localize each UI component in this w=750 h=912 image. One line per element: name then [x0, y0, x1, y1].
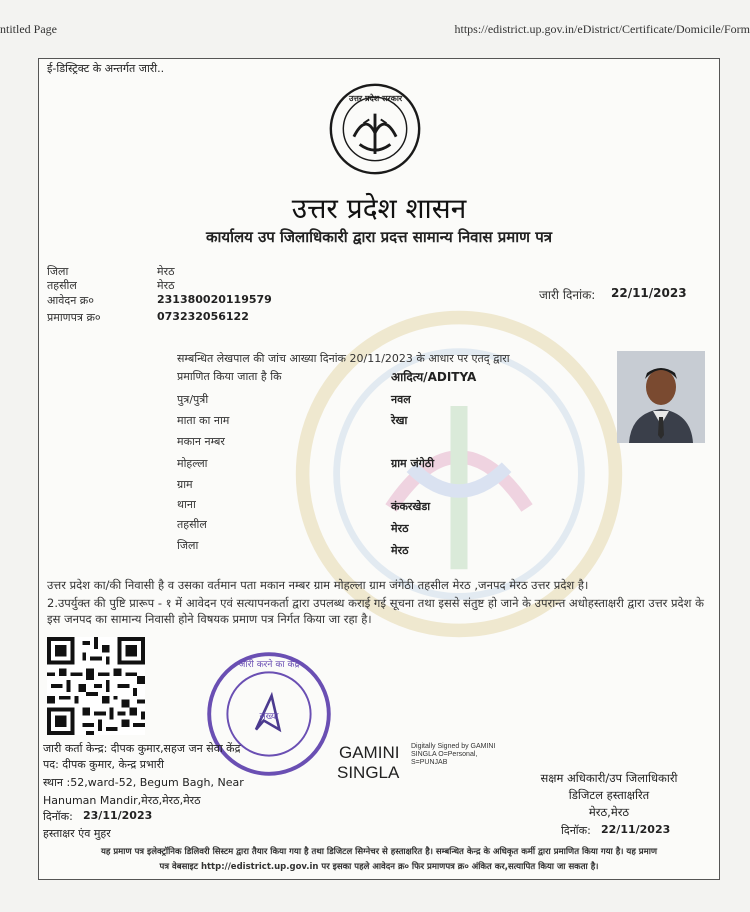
certificate-no-value: 073232056122 — [157, 310, 249, 323]
field-value-mother: रेखा — [391, 414, 408, 427]
applicant-photo — [617, 351, 705, 443]
tehsil-value: मेरठ — [157, 279, 175, 292]
application-no-label: आवेदन क्र० — [47, 294, 94, 307]
authority-designation: सक्षम अधिकारी/उप जिलाधिकारी — [540, 771, 678, 785]
certificate-no-label: प्रमाणपत्र क्र० — [47, 311, 101, 324]
application-no-value: 231380020119579 — [157, 293, 272, 306]
field-label-tehsil: तहसील — [177, 518, 207, 531]
field-value-locality: ग्राम जंगेठी — [391, 457, 435, 470]
emblem-caption: उत्तर प्रदेश सरकार — [349, 94, 403, 103]
field-value-father: नवल — [391, 393, 411, 406]
field-value-tehsil: मेरठ — [391, 522, 409, 535]
field-value-police-station: कंकरखेडा — [391, 500, 431, 513]
issue-date-label: जारी दिनांक: — [539, 288, 596, 302]
residence-paragraph: उत्तर प्रदेश का/की निवासी है व उसका वर्तमान पता मकान नम्बर ग्राम मोहल्ला ग्राम जंगेठी तहसील मेरठ ,जनपद मेरठ उत्तर प्रदेश है। — [47, 578, 589, 592]
certificate-subtitle: कार्यालय उप जिलाधिकारी द्वारा प्रदत्त सामान्य निवास प्रमाण पत्र — [206, 228, 552, 246]
confirmation-paragraph: 2.उपर्युक्त की पुष्टि प्रारूप - १ में आवेदन एवं सत्यापनकर्ता द्वारा उपलब्ध कराई गई सूचना तथा इससे संतुष्ट हो जाने के उपरान्त अधोहस्ताक्षरी द्वारा उत्तर प्रदेश के इस जनपद का सामान्य निवासी होने विषयक प्रमाण पत्र निर्गत किया जा रहा है। — [47, 596, 704, 626]
district-label: जिला — [47, 265, 69, 278]
issuer-post-line: पद: दीपक कुमार, केन्द्र प्रभारी — [43, 758, 164, 771]
field-label-father: पुत्र/पुत्री — [177, 393, 209, 406]
footer-note-line-2: पत्र वेबसाइट http://edistrict.up.gov.in पर इसका पहले आवेदन क्र० फिर प्रमाणपत्र क्र० अंकित कर,सत्यापित किया जा सकता है। — [159, 862, 599, 872]
digital-sign-detail-3: S=PUNJAB — [411, 759, 448, 766]
authority-digital-signed: डिजिटल हस्ताक्षरित — [568, 788, 650, 802]
seal-center-text: संख्या — [259, 712, 279, 723]
tehsil-label: तहसील — [47, 279, 77, 292]
issuer-date-label: दिनॉक: — [43, 810, 73, 823]
digital-signer-name-2: SINGLA — [337, 763, 400, 782]
issue-date-value: 22/11/2023 — [611, 286, 687, 300]
footer-note-line-1: यह प्रमाण पत्र इलेक्ट्रॉनिक डिलिवरी सिस्टम द्वारा तैयार किया गया है तथा डिजिटल सिग्नेचर से हस्ताक्षरित है। सम्बन्धित केन्द्र के अधिकृत कर्मी द्वारा प्रमाणित किया गया है। यह प्रमाण — [100, 847, 658, 857]
digital-sign-detail-2: SINGLA O=Personal, — [411, 751, 478, 758]
digital-sign-detail-1: Digitally Signed by GAMINI — [411, 743, 496, 750]
official-seal-icon — [204, 649, 334, 779]
intro-line: सम्बन्धित लेखपाल की जांच आख्या दिनांक 20/11/2023 के आधार पर एतद् द्वारा — [177, 352, 510, 365]
issuer-address-line: Hanuman Mandir,मेरठ,मेरठ,मेरठ — [43, 794, 201, 807]
issuer-place-line: स्थान :52,ward-52, Begum Bagh, Near — [43, 776, 244, 789]
issuer-sign-label: हस्ताक्षर एंव मुहर — [43, 827, 111, 840]
certificate-title: उत्तर प्रदेश शासन — [291, 192, 467, 225]
field-label-mother: माता का नाम — [177, 414, 230, 427]
certificate-sheet — [38, 58, 720, 880]
authority-date-label: दिनॉक: — [561, 824, 591, 837]
field-label-village: ग्राम — [177, 478, 193, 491]
issuer-center-line: जारी कर्ता केन्द्र: दीपक कुमार,सहज जन सेवा केंद्र — [43, 742, 241, 755]
field-label-district: जिला — [177, 539, 199, 552]
seal-text: जारी करने का केंद्र — [238, 660, 300, 671]
field-label-house: मकान नम्बर — [177, 435, 225, 448]
district-value: मेरठ — [157, 265, 175, 278]
name-value: आदित्य/ADITYA — [391, 370, 477, 384]
print-page-title: ntitled Page — [0, 22, 57, 36]
issuer-date-value: 23/11/2023 — [83, 809, 153, 822]
authority-date-value: 22/11/2023 — [601, 823, 671, 836]
qr-code-icon — [47, 637, 145, 735]
authority-location: मेरठ,मेरठ — [588, 805, 630, 819]
field-label-locality: मोहल्ला — [177, 457, 208, 470]
digital-signer-name-1: GAMINI — [339, 743, 400, 762]
issued-under-text: ई-डिस्ट्रिक्ट के अन्तर्गत जारी.. — [47, 62, 165, 75]
certified-label: प्रमाणित किया जाता है कि — [177, 370, 282, 383]
print-page-url: https://edistrict.up.gov.in/eDistrict/Certificate/Domicile/Form — [454, 22, 750, 36]
field-value-district: मेरठ — [391, 544, 409, 557]
field-label-police-station: थाना — [177, 498, 196, 511]
